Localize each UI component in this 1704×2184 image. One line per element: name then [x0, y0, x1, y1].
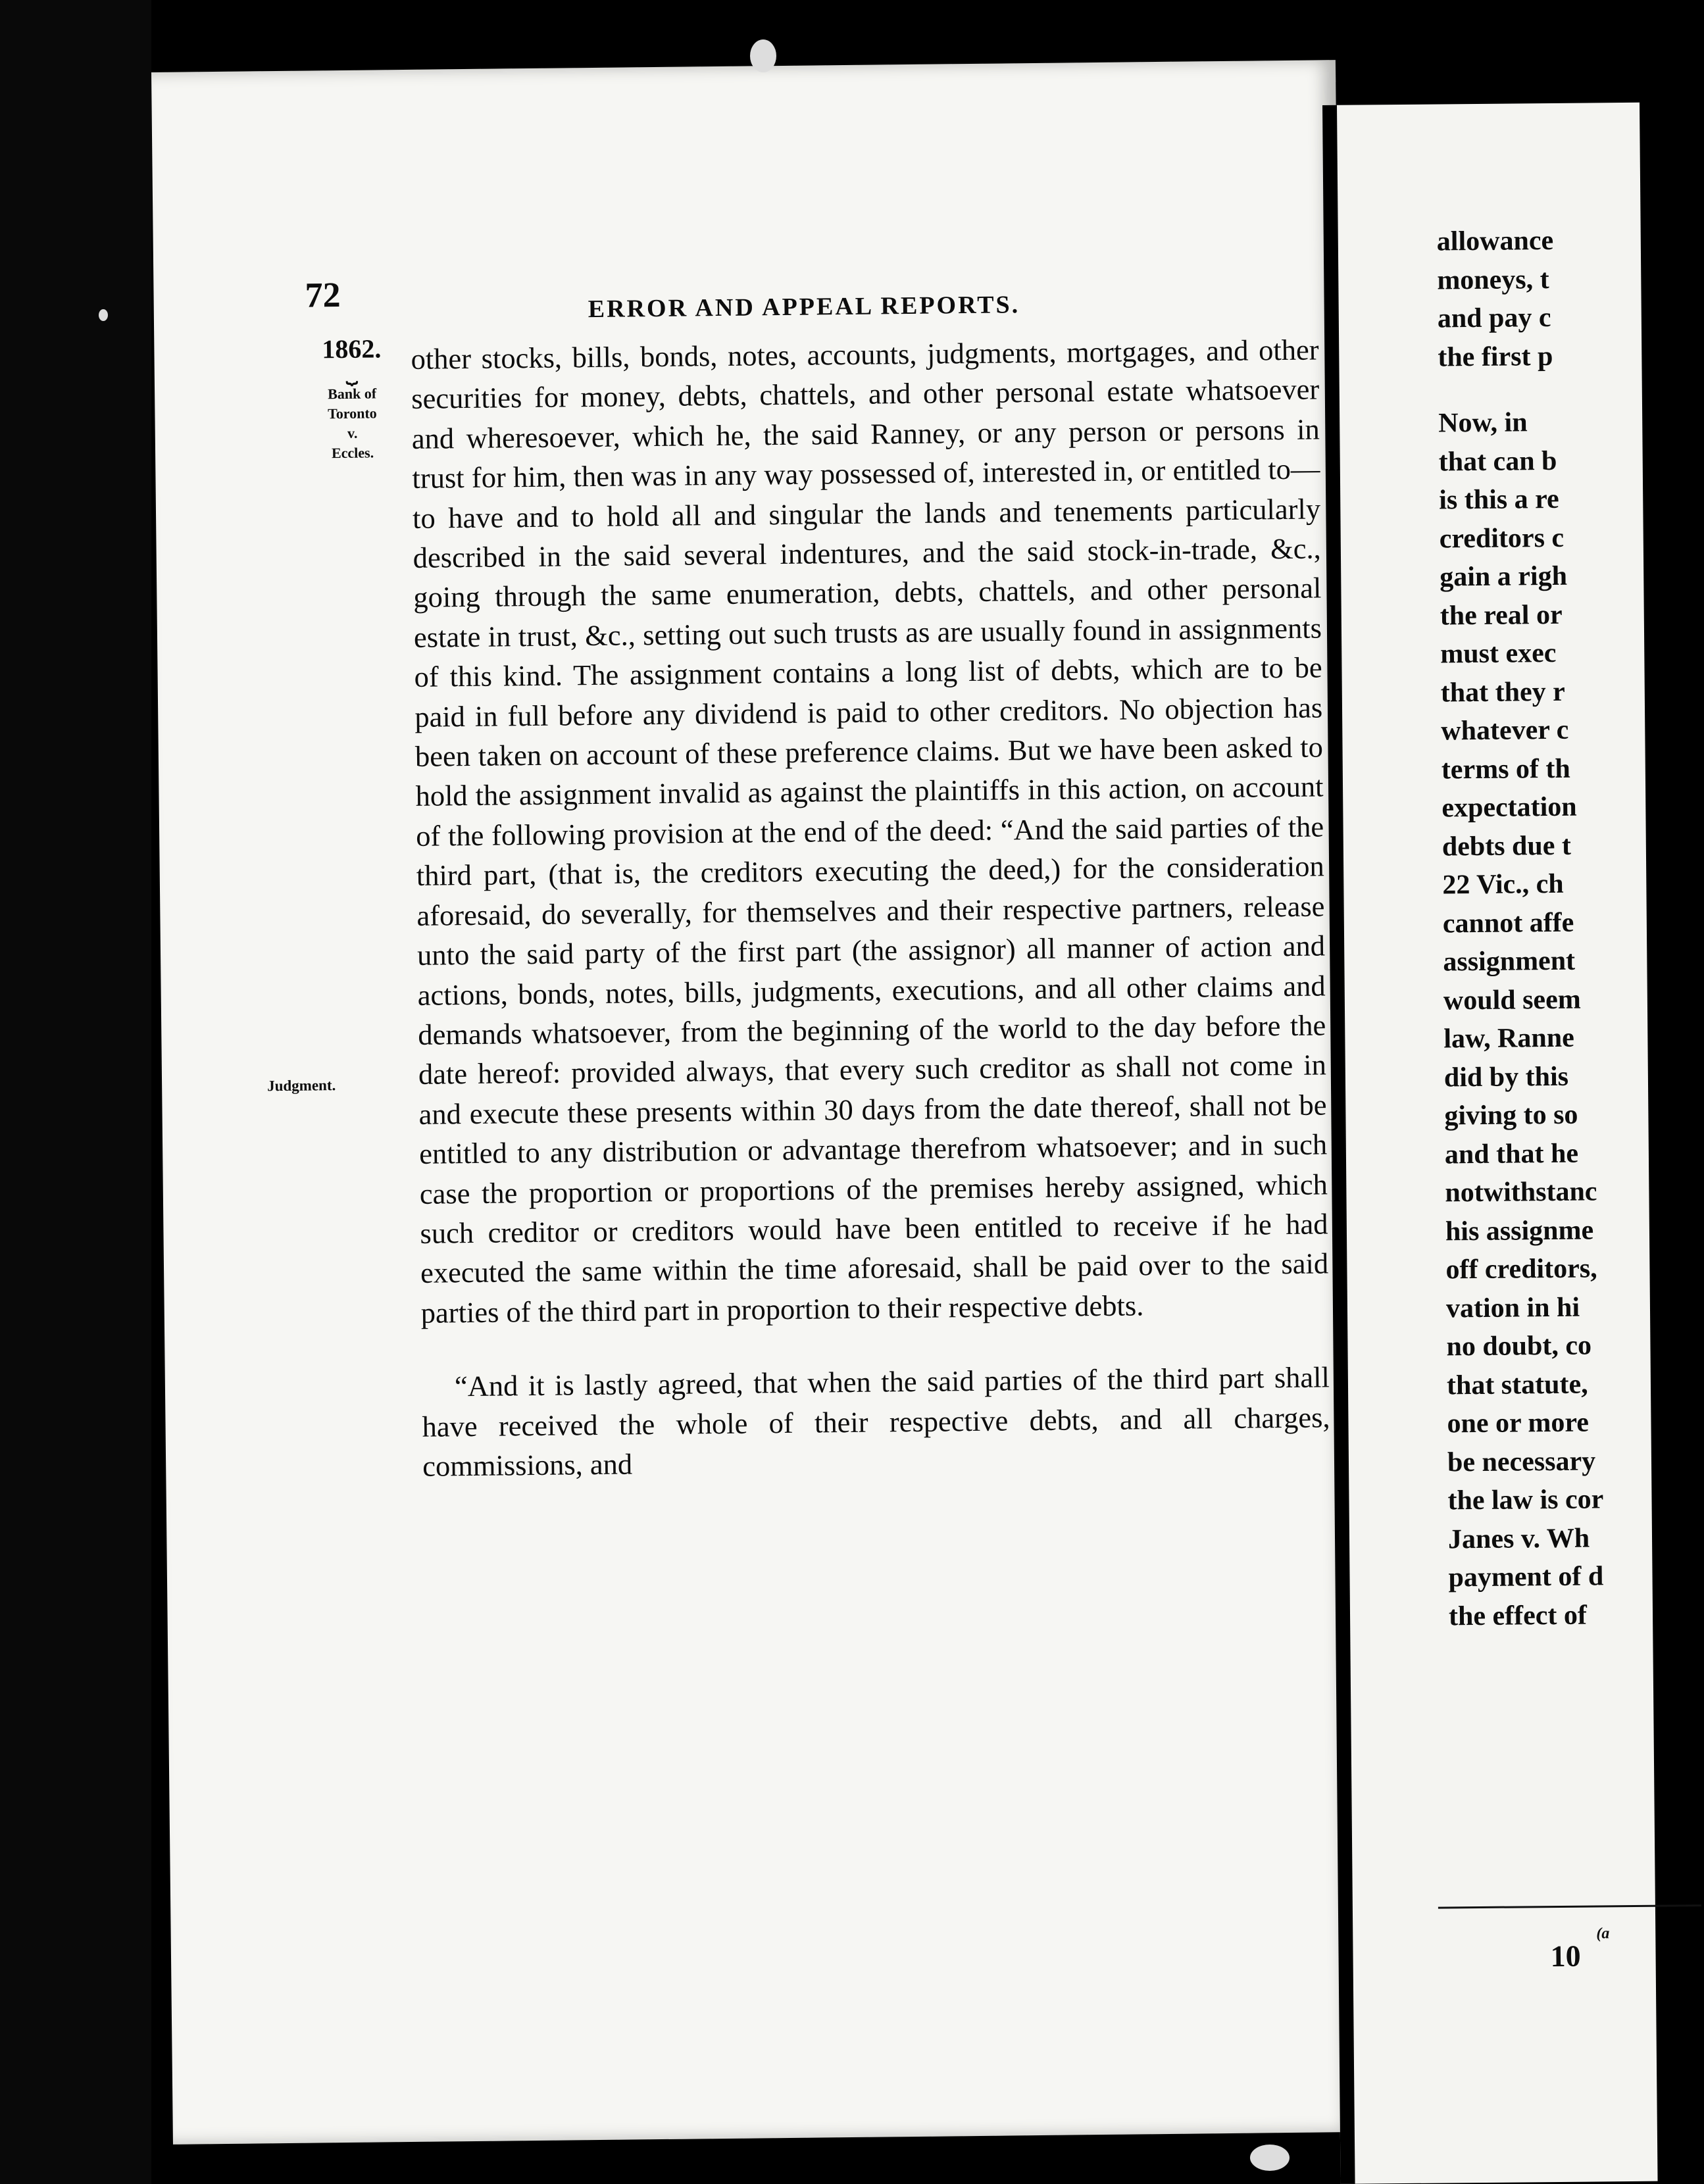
margin-case-note	[305, 333, 399, 463]
right-line: be necessary	[1447, 1445, 1596, 1477]
margin-judgment: Judgment.	[267, 1077, 336, 1095]
margin-case-line: Eccles.	[331, 444, 374, 462]
right-line: that they r	[1440, 676, 1565, 708]
left-page	[151, 60, 1357, 2145]
right-line: Janes v. Wh	[1447, 1523, 1590, 1554]
right-page	[1322, 103, 1658, 2184]
body-text	[411, 330, 1330, 1486]
right-line: is this a re	[1439, 484, 1559, 516]
right-line: 22 Vic., ch	[1442, 868, 1564, 901]
right-line: that statute,	[1446, 1369, 1588, 1401]
scan-dark-edge	[0, 0, 151, 2184]
right-line: Now, in	[1438, 407, 1528, 439]
right-line: cannot affe	[1442, 907, 1574, 939]
right-line: vation in hi	[1445, 1292, 1580, 1324]
right-line: debts due t	[1441, 830, 1572, 862]
margin-year: 1862.	[322, 334, 382, 364]
right-line: that can b	[1438, 445, 1557, 477]
right-line: off creditors,	[1445, 1253, 1597, 1285]
footnote-mark: (a	[1596, 1925, 1610, 1943]
right-line: and that he	[1444, 1138, 1579, 1170]
right-line-gap	[1438, 375, 1594, 404]
right-line: the real or	[1440, 599, 1563, 631]
right-line: giving to so	[1444, 1099, 1578, 1131]
page-number: 72	[305, 275, 341, 315]
margin-case-line: Bank of	[328, 385, 377, 403]
scan-speck	[750, 39, 776, 72]
footnote-rule	[1438, 1904, 1701, 1908]
right-line: terms of th	[1441, 753, 1570, 785]
right-line: allowance	[1436, 225, 1554, 257]
right-line: would seem	[1443, 984, 1581, 1016]
right-line: payment of d	[1448, 1561, 1604, 1593]
right-line: the law is cor	[1447, 1484, 1604, 1516]
right-page-number: 10	[1550, 1939, 1581, 1973]
right-line: must exec	[1440, 637, 1557, 670]
margin-case-line: Toronto	[328, 405, 377, 422]
right-line: his assignme	[1445, 1214, 1594, 1247]
brace-icon: ⏟	[345, 362, 358, 385]
right-line: notwithstanc	[1445, 1176, 1597, 1208]
right-line: did by this	[1443, 1061, 1569, 1093]
right-line: one or more	[1447, 1407, 1590, 1439]
right-line: assignment	[1443, 945, 1576, 978]
paragraph-1: other stocks, bills, bonds, notes, accounts, judgments, mortgages, and other securities for money, debts, chattels, and other personal estate whatsoever and wheresoever, which he, the said Ranney, or any person or persons in trust for him, then was in any way possessed of, interested in, or entitled to—to have and to hold all and singular the lands and tenements particularly described in the said several indentures, and the said stock-in-trade, &c., going through the same enumeration, debts, chattels, and other personal estate in trust, &c., setting out such trusts as are usually found in assignments of this kind. The assignment contains a long list of debts, which are to be paid in full before any dividend is paid to other creditors. No objection has been taken on account of these preference claims. But we have been asked to hold the assignment invalid as against the plaintiffs in this action, on account of the following provision at the end of the deed: “And the said parties of the third part, (that is, the creditors executing the deed,) for the consideration aforesaid, do severally, for themselves and their respective partners, release unto the said party of the first part (the assignor) all manner of action and actions, bonds, notes, bills, judgments, executions, and all other claims and demands whatsoever, from the beginning of the world to the day before the date hereof: provided always, that every such creditor as shall not come in and execute these presents within 30 days from the date thereof, shall not be entitled to any distribution or advantage therefrom whatsoever; and in such case the proportion or proportions of the premises hereby assigned, which such creditor or creditors would have been entitled to receive if he had executed the same within the time aforesaid, shall be paid over to the said parties of the third part in proportion to their respective debts.	[411, 333, 1329, 1329]
margin-case-line: v.	[347, 424, 358, 441]
right-line: the first p	[1438, 341, 1553, 372]
running-head: ERROR AND APPEAL REPORTS.	[588, 291, 1020, 324]
right-line: gain a righ	[1440, 560, 1568, 593]
paragraph-2: “And it is lastly agreed, that when the said parties of the third part shall have received the whole of their respective debts, and all charges, commissions, and	[422, 1360, 1330, 1483]
right-page-text	[1437, 221, 1605, 1635]
right-line: and pay c	[1437, 302, 1551, 334]
scan-speck	[99, 309, 108, 321]
right-line: creditors c	[1439, 522, 1565, 554]
right-line: law, Ranne	[1443, 1022, 1574, 1055]
right-line: whatever c	[1441, 714, 1569, 747]
right-line: the effect of	[1448, 1600, 1588, 1631]
right-line: no doubt, co	[1446, 1330, 1592, 1362]
right-line: moneys, t	[1437, 264, 1549, 295]
scan-speck	[1250, 2145, 1290, 2171]
right-line: expectation	[1441, 791, 1577, 824]
